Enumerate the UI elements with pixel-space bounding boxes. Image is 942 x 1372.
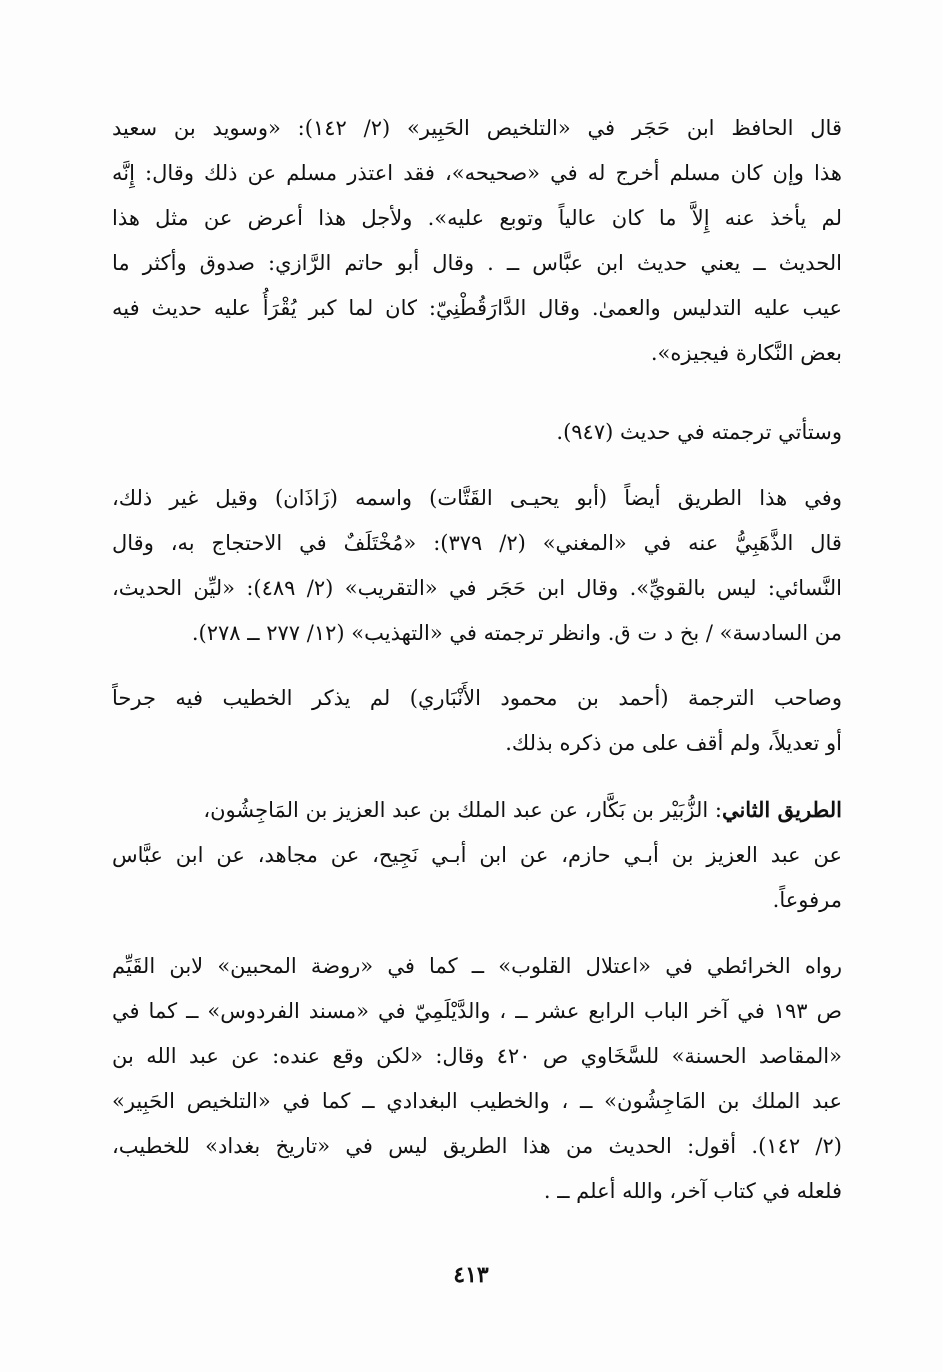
text-line: عبد الملك بن المَاجِشُون» ــ ، والخطيب البغدادي ــ كما في «التلخيص الحَبِير» bbox=[112, 1089, 842, 1113]
text-line: وستأتي ترجمته في حديث (٩٤٧). bbox=[556, 420, 842, 444]
text-run: : الزُّبَيْر بن بَكَّار، عن عبد الملك بن عبد العزيز بن المَاجِشُون، bbox=[203, 798, 722, 822]
section-heading: الطريق الثاني bbox=[721, 797, 842, 822]
text-line: وفي هذا الطريق أيضاً (أبو يحيـى القَتَّات) واسمه (زَاذَان) وقيل غير ذلك، bbox=[112, 486, 842, 510]
text-line: الحديث ــ يعني حديث ابن عبَّاس ــ . وقال أبو حاتم الرَّازي: صدوق وأكثر ما bbox=[112, 251, 842, 275]
text-line: وصاحب الترجمة (أحمد بن محمود الأَنْبَاري) لم يذكر الخطيب فيه جرحاً bbox=[112, 686, 842, 710]
text-line: قال الحافظ ابن حَجَر في «التلخيص الحَبِير» (٢/ ١٤٢): «وسويد بن سعيد bbox=[112, 116, 842, 140]
text-line: (٢/ ١٤٢). أقول: الحديث من هذا الطريق ليس في «تاريخ بغداد» للخطيب، bbox=[112, 1134, 842, 1158]
page-number: ٤١٣ bbox=[453, 1262, 489, 1288]
text-line: عيب عليه التدليس والعمىٰ. وقال الدَّارَقُطْنِيّ: كان لما كبر يُقْرَأُ عليه حديث فيه bbox=[112, 296, 842, 320]
text-line: فلعله في كتاب آخر، والله أعلم ــ . bbox=[543, 1179, 842, 1203]
text-line: لم يأخذ عنه إِلاَّ ما كان عالياً وتوبع عليه». ولأجل هذا أعرض عن مثل هذا bbox=[112, 206, 842, 230]
text-line: قال الذَّهَبِيُّ عنه في «المغني» (٢/ ٣٧٩): «مُخْتَلَفٌ في الاحتجاج به، وقال bbox=[112, 531, 842, 555]
text-line: النَّسائي: ليس بالقويِّ». وقال ابن حَجَر في «التقريب» (٢/ ٤٨٩): «ليِّن الحديث، bbox=[112, 576, 842, 600]
text-line: ص ١٩٣ في آخر الباب الرابع عشر ــ ، والدَّيْلَمِيّ في «مسند الفردوس» ــ كما في bbox=[112, 999, 842, 1023]
text-line: عن عبد العزيز بن أبـي حازم، عن ابن أبـي نَجِيح، عن مجاهد، عن ابن عبَّاس bbox=[112, 843, 842, 867]
text-line: رواه الخرائطي في «اعتلال القلوب» ــ كما في «روضة المحبين» لابن القَيِّم bbox=[112, 954, 842, 978]
text-line: أو تعديلاً، ولم أقف على من ذكره بذلك. bbox=[505, 731, 842, 755]
text-line: هذا وإن كان مسلم أخرج له في «صحيحه»، فقد اعتذر مسلم عن ذلك وقال: إِنَّه bbox=[112, 161, 842, 185]
text-line bbox=[112, 788, 842, 832]
text-line: بعض النَّكارة فيجيزه». bbox=[650, 341, 842, 365]
text-line: من السادسة» / بخ د ت ق. وانظر ترجمته في «التهذيب» (١٢/ ٢٧٧ ــ ٢٧٨). bbox=[191, 621, 842, 645]
text-line: مرفوعاً. bbox=[772, 888, 842, 912]
text-line: «المقاصد الحسنة» للسَّخَاوي ص ٤٢٠ وقال: «لكن وقع عنده: عن عبد الله بن bbox=[112, 1044, 842, 1068]
